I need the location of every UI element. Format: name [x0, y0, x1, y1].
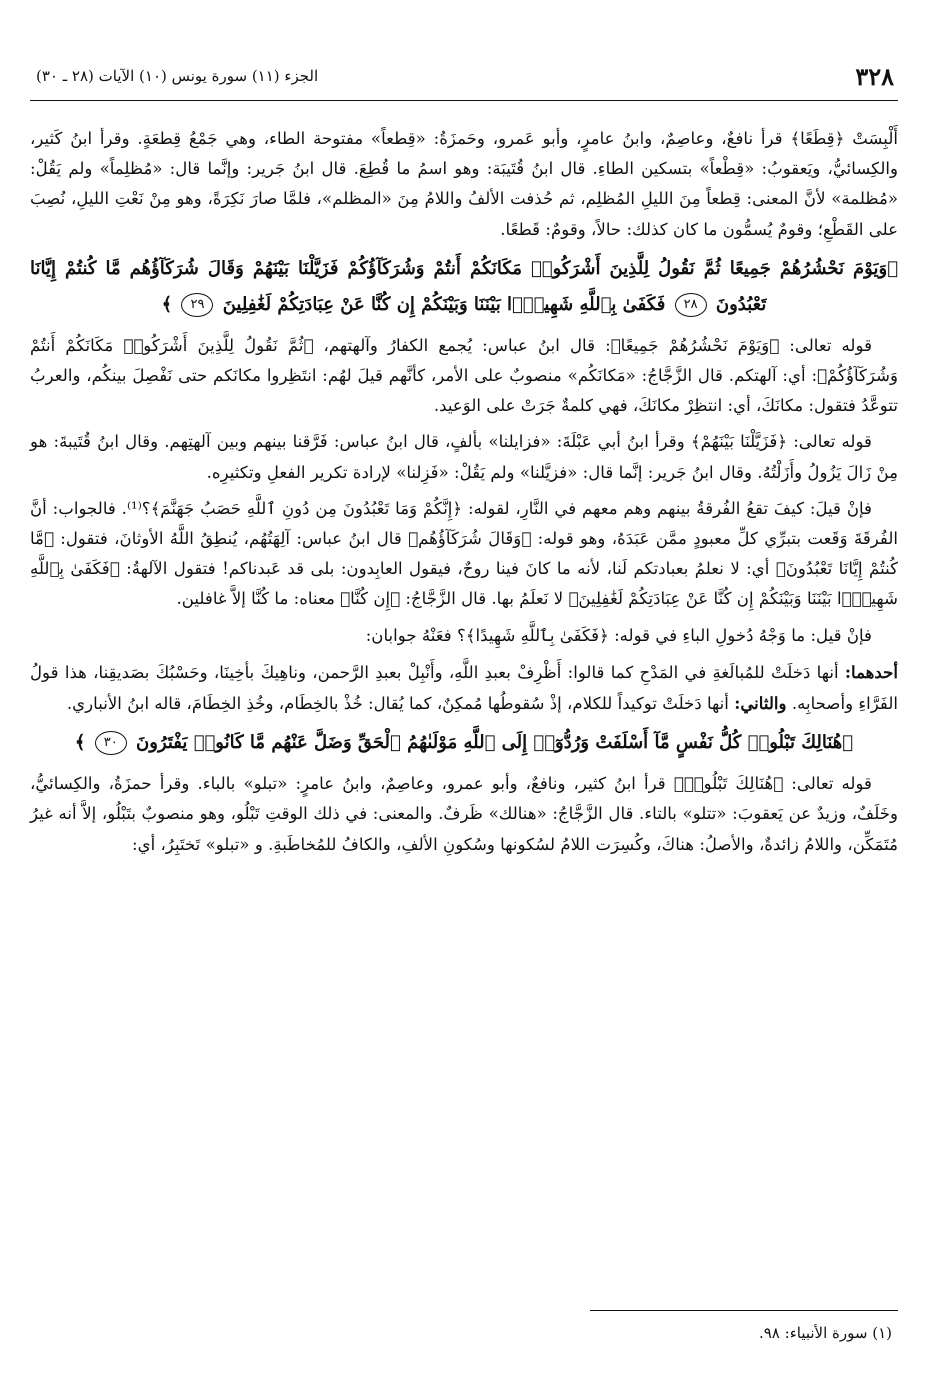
paragraph-1: أَلْبِسَتْ ﴿قِطَعًا﴾ قرأ نافعٌ، وعاصِمٌ، وابنُ عامرٍ، وأبو عَمرو، وحَمزَةُ: «قِطعاً» مفتوحة الطاء، وهي جَمْعُ قِطعَةٍ. وقرأ ابنُ كَثير، والكِسائيُّ، ويَعقوبُ: «قِطْعاً» بتسكين الطاءِ. قال ابنُ قُتَيبَة: وهو اسمُ ما قُطِعَ. قال ابنُ جَرير: وإنَّما قال: «مُظلِماً» ولم يَقُلْ: «مُظلمة» لأنَّ المعنى: قِطعاً مِنَ الليلِ المُظلِم، ثم حُذفت الألفُ واللامُ مِنَ «المظلم»، فلمَّا صارَ نَكِرَةً، وهو مِنْ نَعْتِ الليلِ، نُصِبَ على القَطْعِ؛ وقومٌ يُسمُّون ما كان كذلك: حالاً، وقومٌ: قَطعًا. [30, 129, 898, 239]
answer-label-second: والثاني: [734, 693, 787, 714]
paragraph-4: فإنْ قيلَ: كيفَ تقعُ الفُرقةُ بينهم وهم معهم في النَّارِ، لقوله: ﴿إِنَّكُمْ وَمَا تَعْبُدُونَ مِن دُونِ ٱللَّهِ حَصَبُ جَهَنَّمَ﴾؟⁽¹⁾. فالجواب: أنَّ الفُرقَةَ وَقَعت بتبرِّي كلِّ معبودٍ ممَّن عَبَدَهُ، وهو قوله: ﴿وَقَالَ شُرَكَآؤُهُم﴾ قال ابنُ عباس: آلِهَتُهُم، يُنطِقُ اللَّهُ الأوثانَ، فتقول: ﴿مَّا كُنتُمْ إِيَّانَا تَعْبُدُونَ﴾ أي: لا نعلمُ بعبادتكم لَنا، لأنه ما كانَ فينا روحٌ، فيقول العابِدون: بلى قد عَبدناكم! فتقول الآلهةُ: ﴿فَكَفَىٰ بِٱللَّهِ شَهِيدًۢا بَيْنَنَا وَبَيْنَكُمْ إِن كُنَّا عَنْ عِبَادَتِكُمْ لَغَٰفِلِينَ﴾ لا نَعلَمُ بها. قال الزَّجَّاجُ: ﴿إِن كُنَّا﴾ معناه: ما كُنَّا إلاَّ غافلين. [30, 498, 898, 609]
verse-close-bracket: ﴾ [74, 732, 86, 754]
paragraph-5: فإنْ قيل: ما وَجْهُ دُخولِ الباءِ في قوله: ﴿فَكَفَىٰ بِٱللَّهِ شَهِيدًا﴾؟ فعَنْهُ جوابان: [365, 625, 872, 645]
running-head: الجزء (١١) سورة يونس (١٠) الآيات (٢٨ ـ ٣٠) [36, 67, 319, 85]
paragraph-6 [30, 657, 898, 719]
page-number: ٣٢٨ [855, 62, 894, 91]
verse-close-bracket: ﴾ [161, 293, 173, 315]
answer-label-first: أحدهما: [844, 661, 898, 682]
quran-verse-28-29 [30, 251, 898, 323]
verse-text: ﴿وَيَوْمَ نَحْشُرُهُمْ جَمِيعًا ثُمَّ نَقُولُ لِلَّذِينَ أَشْرَكُوا۟ مَكَانَكُمْ أَنتُمْ وَشُرَكَآؤُكُمْ فَزَيَّلْنَا بَيْنَهُمْ وَقَالَ شُرَكَآؤُهُم مَّا كُنتُمْ إِيَّانَا تَعْبُدُونَ [30, 257, 898, 315]
ayah-number-marker: ٢٨ [675, 293, 707, 317]
ayah-number-marker: ٢٩ [181, 293, 213, 317]
answer-first-text: أنها دَخلَتْ للمُبالَغةِ في المَدْحِ كما قالوا: أَظْرِفْ بعبدِ اللَّهِ، وأَنْبِلْ بعبدِ الرَّحمن، وناهِيكَ بأخِينَا، وحَسْبُكَ بصَديقِنا، هذا قولُ الفَرَّاءِ وأصحابِه. [30, 662, 898, 714]
paragraph-3: قوله تعالى: ﴿فَزَيَّلْنَا بَيْنَهُمْ﴾ وقرأ ابنُ أبي عَبْلَةَ: «فزايلنا» بألفٍ، قال ابنُ عباس: فَرَّقنا بينهم وبين آلهتِهم. وقال ابنُ قُتَيبةَ: هو مِنْ زَالَ يَزُولُ وأَزَلْتُهُ. وقال ابنُ جَرير: إنَّما قال: «فزيَّلنا» ولم يَقُلْ: «فَزِلنا» لإرادة تكرير الفعلِ وتكثيرِه. [30, 432, 898, 482]
book-page [30, 58, 898, 1358]
verse-text: ﴿هُنَالِكَ تَبْلُوا۟ كُلُّ نَفْسٍ مَّآ أَسْلَفَتْ وَرُدُّوٓا۟ إِلَى ٱللَّهِ مَوْلَىٰهُمُ ٱلْحَقِّ وَضَلَّ عَنْهُم مَّا كَانُوا۟ يَفْتَرُونَ [136, 732, 854, 754]
paragraph-2: قوله تعالى: ﴿وَيَوْمَ نَحْشُرُهُمْ جَمِيعًا﴾: قال ابنُ عباس: يُجمع الكفارُ وآلهتهم، ﴿ثُمَّ نَقُولُ لِلَّذِينَ أَشْرَكُوا۟ مَكَانَكُمْ أَنتُمْ وَشُرَكَآؤُكُمْ﴾: أي: آلهتكم. قال الزَّجَّاجُ: «مَكانَكُم» منصوبٌ على الأمر، كأنَّهم قيلَ لهُم: انتَظِروا مكانَكم حتى نَفْصِلَ بينكُم، والعربُ تتوعَّدُ فتقول: مكانَكَ، أي: انتظِرْ مكانَكَ، فهي كلمةٌ جَرَتْ على الوَعيد. [30, 335, 898, 416]
paragraph-7: قوله تعالى: ﴿هُنَالِكَ تَبْلُوا۟﴾ قرأ ابنُ كثير، ونافعٌ، وأبو عمرو، وعاصِمٌ، وابنُ عامرٍ: «تبلو» بالباء. وقرأ حمزَةُ، والكِسائيُّ، وخَلَفٌ، وزيدٌ عن يَعقوبَ: «تتلو» بالتاء. قال الزَّجَّاجُ: «هنالك» ظَرفٌ. والمعنى: في ذلك الوقتِ تَبْلُو، وهو منصوبٌ بتَبْلُو، إلاَّ أنه غيرُ مُتَمَكِّن، واللامُ زائدةٌ، والأصلُ: هناكَ، وكُسِرَت اللامُ لسُكونها وسُكونِ الألفِ، والكافُ للمُخاطَبةِ. و «تبلو» تَختَبِرُ، أي: [30, 774, 898, 854]
answer-second-text: أنها دَخلَتْ توكيداً للكلام، إذْ سُقوطُها مُمكِنٌ، كما يُقال: خُذْ بالخِطَام، وخُذِ الخِطَامَ، قاله ابنُ الأنباري. [66, 694, 735, 714]
footnote: (١) سورة الأنبياء: ٩٨. [758, 1324, 892, 1342]
verse-text: فَكَفَىٰ بِٱللَّهِ شَهِيدًۢا بَيْنَنَا وَبَيْنَكُمْ إِن كُنَّا عَنْ عِبَادَتِكُمْ لَغَٰفِلِينَ [222, 293, 666, 315]
ayah-number-marker: ٣٠ [95, 731, 127, 755]
page-body [30, 124, 898, 866]
page-header [30, 58, 898, 101]
quran-verse-30 [30, 725, 898, 761]
footnote-divider [590, 1310, 898, 1311]
